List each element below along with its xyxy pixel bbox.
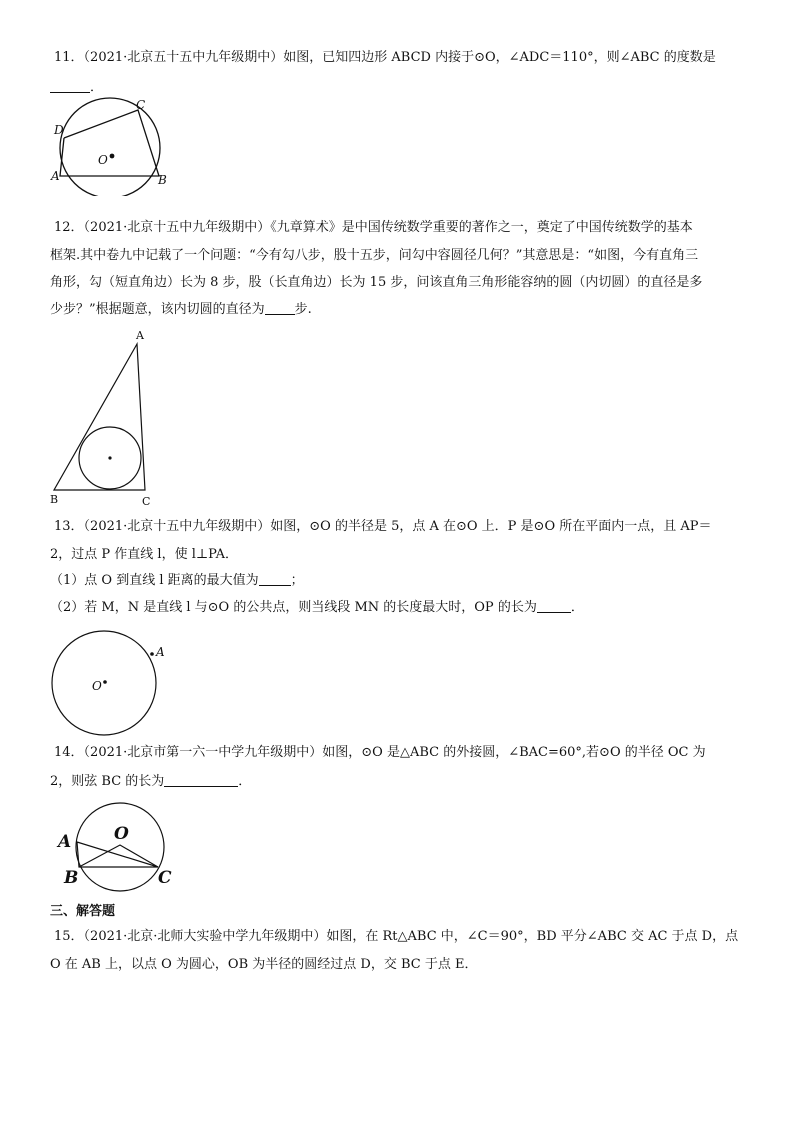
q11-center-dot <box>110 154 115 159</box>
q11-text-line-2 <box>50 78 740 98</box>
q13-line-4-start: （2）若 M，N 是直线 l 与⊙O 的公共点，则当线段 MN 的长度最大时，OP 的长为 <box>50 600 537 615</box>
q11-label-o: O <box>98 153 108 167</box>
q14-line-2-end: ． <box>238 774 252 789</box>
q12-figure-right-triangle-incircle <box>44 326 164 512</box>
q14-label-o: O <box>114 824 129 844</box>
q15-text-line-1: 15．（2021·北京·北师大实验中学九年级期中）如图，在 Rt△ABC 中，∠C＝90°，BD 平分∠ABC 交 AC 于点 D，点 <box>54 929 739 944</box>
q13-text-line-2: 2，过点 P 作直线 l，使 l⊥PA． <box>50 547 239 562</box>
q12-line-4-end: 步. <box>294 302 312 317</box>
q12-label-c: C <box>142 495 151 508</box>
q12-center-dot <box>108 456 111 459</box>
q12-label-a: A <box>136 329 144 342</box>
q14-label-c: C <box>158 868 172 888</box>
q11-figure-circle-quadrilateral <box>48 96 178 196</box>
q11-label-d: D <box>54 123 64 137</box>
q13-text-line-1: 13．（2021·北京十五中九年级期中）如图，⊙O 的半径是 5，点 A 在⊙O 上．P 是⊙O 所在平面内一点，且 AP＝ <box>54 519 712 534</box>
q12-text-line-2: 框架.其中卷九中记载了一个问题：“今有勾八步，股十五步，问勾中容圆径几何？”其意思是：“如图，今有直角三 <box>50 248 699 263</box>
q14-figure-circumcircle <box>54 797 184 893</box>
q11-text-line-1: 11．（2021·北京五十五中九年级期中）如图，已知四边形 ABCD 内接于⊙O，∠ADC＝110°，则∠ABC 的度数是 <box>54 50 716 65</box>
q11-label-b: B <box>158 173 167 187</box>
q14-circle <box>76 803 164 891</box>
q14-text-line-2 <box>50 772 740 792</box>
q12-label-b: B <box>50 493 59 506</box>
q13-text-line-3 <box>50 571 740 591</box>
q13-line-3-start: （1）点 O 到直线 l 距离的最大值为 <box>50 573 259 588</box>
q13-label-o: O <box>92 679 102 693</box>
q13-line-4-end: ． <box>570 600 584 615</box>
q11-circle <box>60 98 160 196</box>
section-title: 三、解答题 <box>50 904 116 919</box>
q12-text-line-3: 角形，勾（短直角边）长为 8 步，股（长直角边）长为 15 步，问该直角三角形能容纳的圆（内切圆）的直径是多 <box>50 275 703 290</box>
q13-label-a: A <box>156 645 165 659</box>
q15-text-line-2: O 在 AB 上，以点 O 为圆心，OB 为半径的圆经过点 D，交 BC 于点 E． <box>50 957 478 972</box>
q14-label-b: B <box>64 868 79 888</box>
q14-line-2-start: 2，则弦 BC 的长为 <box>50 774 165 789</box>
q14-text-line-1: 14．（2021·北京市第一六一中学九年级期中）如图，⊙O 是△ABC 的外接圆，∠BAC=60°,若⊙O 的半径 OC 为 <box>54 745 706 760</box>
q13-line-3-end: ； <box>290 573 304 588</box>
q13-center-dot <box>103 680 107 684</box>
q13-answer-blank-2[interactable] <box>537 598 571 613</box>
q14-label-a: A <box>58 832 72 852</box>
q13-answer-blank-1[interactable] <box>259 571 291 586</box>
q12-answer-blank[interactable] <box>265 300 295 315</box>
q12-text-line-1: 12．（2021·北京十五中九年级期中）《九章算术》是中国传统数学重要的著作之一，奠定了中国传统数学的基本 <box>54 220 693 235</box>
q14-answer-blank[interactable] <box>164 772 238 787</box>
q12-text-line-4 <box>50 300 740 320</box>
q11-quadrilateral <box>60 110 159 176</box>
q11-answer-blank[interactable] <box>50 78 90 93</box>
q13-figure-circle <box>48 628 178 738</box>
q13-text-line-4 <box>50 598 740 618</box>
q12-line-4-start: 少步？”根据题意，该内切圆的直径为 <box>50 302 265 317</box>
q11-line-end: ． <box>90 80 104 95</box>
q13-point-a <box>150 652 154 656</box>
q11-label-c: C <box>136 98 146 112</box>
q11-label-a: A <box>51 169 60 183</box>
q12-triangle <box>54 344 145 490</box>
